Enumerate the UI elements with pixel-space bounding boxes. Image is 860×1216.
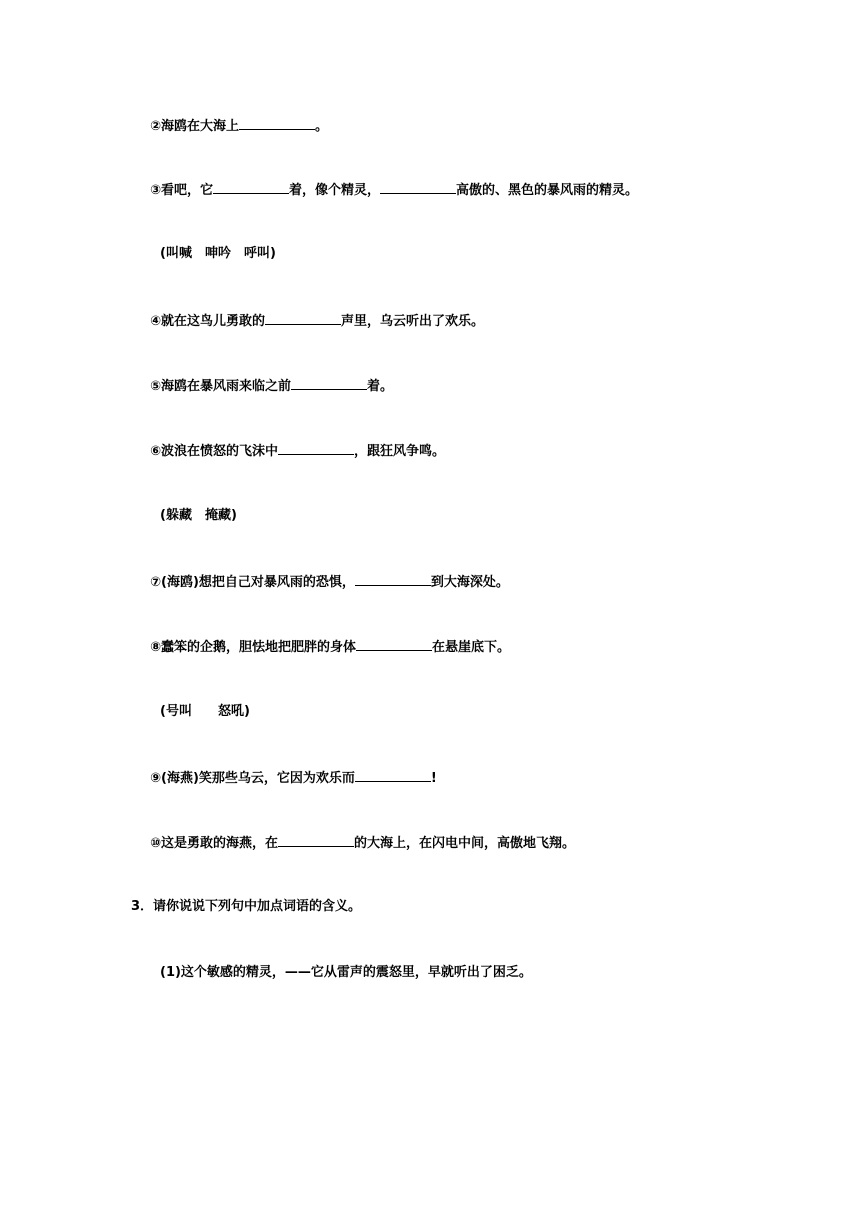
fill-item-2 xyxy=(150,116,328,136)
item-7-text-after: 到大海深处。 xyxy=(430,575,509,590)
answer-blank[interactable] xyxy=(278,833,354,847)
answer-blank[interactable] xyxy=(278,441,354,455)
fill-item-3 xyxy=(150,180,638,200)
item-10-text-after: 的大海上，在闪电中间，高傲地飞翔。 xyxy=(354,836,576,851)
question-3-sub-1: (1)这个敏感的精灵，——它从雷声的震怒里，早就听出了困乏。 xyxy=(160,965,532,980)
answer-blank[interactable] xyxy=(239,116,315,130)
fill-item-7 xyxy=(150,572,509,592)
item-2-text-before: ②海鸥在大海上 xyxy=(150,119,240,134)
item-3-text-middle: 着，像个精灵， xyxy=(289,183,381,198)
word-bank-2: (躲藏 掩藏) xyxy=(160,508,237,523)
item-9-text-before: ⑨(海燕)笑那些乌云，它因为欢乐而 xyxy=(150,771,355,786)
answer-blank[interactable] xyxy=(355,768,431,782)
item-8-text-after: 在悬崖底下。 xyxy=(432,640,511,655)
item-9-text-after: ! xyxy=(430,771,437,786)
item-5-text-after: 着。 xyxy=(367,379,394,394)
item-5-text-before: ⑤海鸥在暴风雨来临之前 xyxy=(150,379,292,394)
fill-item-5 xyxy=(150,376,393,396)
fill-item-10 xyxy=(150,833,575,853)
answer-blank[interactable] xyxy=(213,180,289,194)
question-3 xyxy=(131,898,361,916)
word-bank-3: (号叫 怒吼) xyxy=(160,704,250,719)
answer-blank[interactable] xyxy=(380,180,456,194)
answer-blank[interactable] xyxy=(265,311,341,325)
item-8-text-before: ⑧蠢笨的企鹅，胆怯地把肥胖的身体 xyxy=(150,640,357,655)
item-6-text-after: ，跟狂风争鸣。 xyxy=(354,444,446,459)
item-7-text-before: ⑦(海鸥)想把自己对暴风雨的恐惧， xyxy=(150,575,355,590)
item-2-text-after: 。 xyxy=(315,119,329,134)
fill-item-4 xyxy=(150,311,484,331)
item-4-text-after: 声里，乌云听出了欢乐。 xyxy=(341,314,485,329)
item-4-text-before: ④就在这鸟儿勇敢的 xyxy=(150,314,266,329)
item-3-text-before: ③看吧，它 xyxy=(150,183,214,198)
question-number: 3． xyxy=(131,899,154,914)
fill-item-6 xyxy=(150,441,445,461)
answer-blank[interactable] xyxy=(355,572,431,586)
fill-item-9 xyxy=(150,768,437,788)
item-10-text-before: ⑩这是勇敢的海燕，在 xyxy=(150,836,279,851)
fill-item-8 xyxy=(150,637,510,657)
question-prompt: 请你说说下列句中加点词语的含义。 xyxy=(153,899,362,914)
answer-blank[interactable] xyxy=(291,376,367,390)
item-3-text-after: 高傲的、黑色的暴风雨的精灵。 xyxy=(456,183,639,198)
item-6-text-before: ⑥波浪在愤怒的飞沫中 xyxy=(150,444,279,459)
word-bank-1: (叫喊 呻吟 呼叫) xyxy=(160,246,276,261)
answer-blank[interactable] xyxy=(356,637,432,651)
